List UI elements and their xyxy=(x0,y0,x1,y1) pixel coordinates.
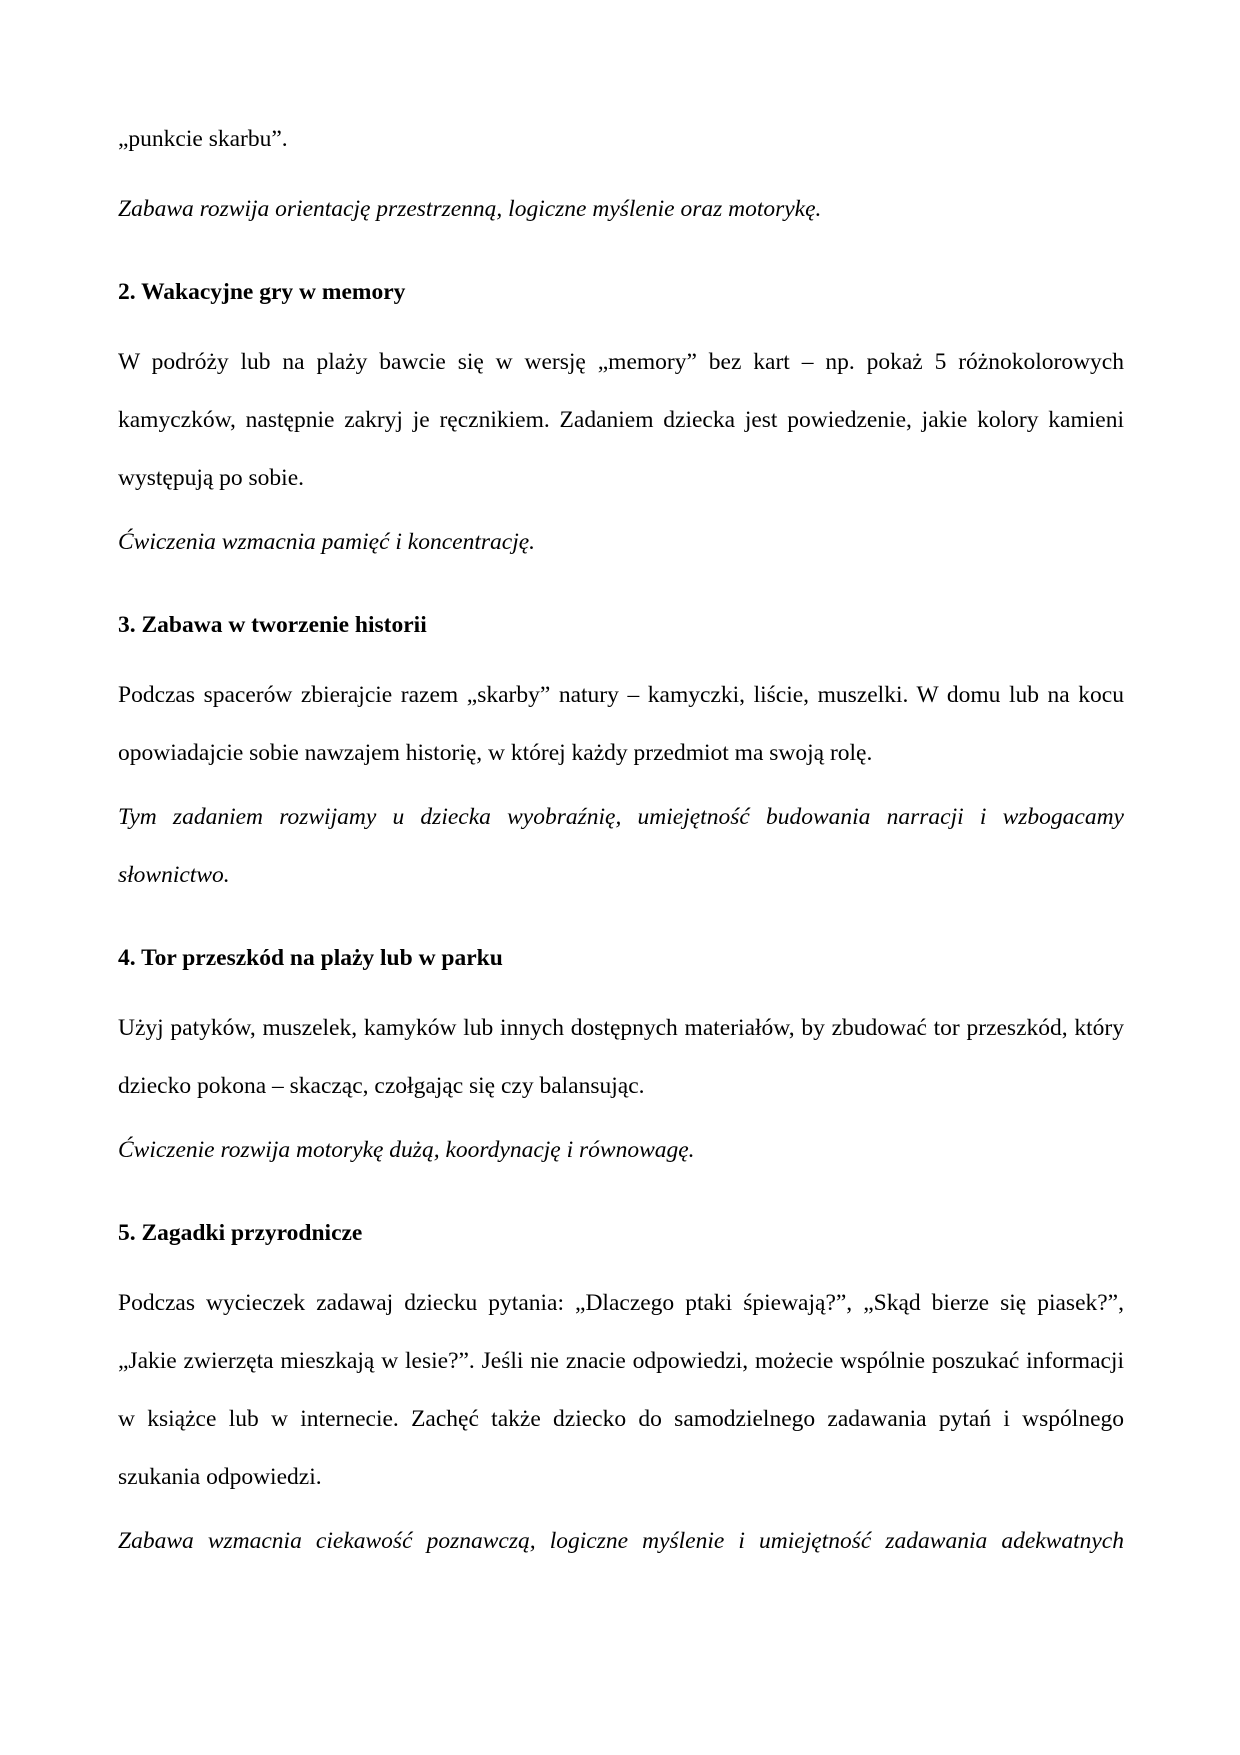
section-4-benefit: Ćwiczenie rozwija motorykę dużą, koordynację i równowagę. xyxy=(118,1137,695,1163)
section-5-body: Podczas wycieczek zadawaj dziecku pytania: „Dlaczego ptaki śpiewają?”, „Skąd bierze się piasek?”, „Jakie zwierzęta mieszkają w lesie?”. Jeśli nie znacie odpowiedzi, możecie wspólnie poszukać informacji w książce lub w internecie. Zachęć także dziecko do samodzielnego zadawania pytań i wspólnego szukania odpowiedzi. xyxy=(118,1290,1124,1490)
section-4-body: Użyj patyków, muszelek, kamyków lub innych dostępnych materiałów, by zbudować tor przeszkód, który dziecko pokona – skacząc, czołgając się czy balansując. xyxy=(118,1015,1124,1099)
section-3-heading: 3. Zabawa w tworzenie historii xyxy=(118,612,427,638)
section-5-heading: 5. Zagadki przyrodnicze xyxy=(118,1220,363,1246)
section-2-benefit: Ćwiczenia wzmacnia pamięć i koncentrację. xyxy=(118,529,536,555)
section-2-heading: 2. Wakacyjne gry w memory xyxy=(118,279,406,305)
section-2-body: W podróży lub na plaży bawcie się w wersję „memory” bez kart – np. pokaż 5 różnokolorowych kamyczków, następnie zakryj je ręcznikiem. Zadaniem dziecka jest powiedzenie, jakie kolory kamieni występują po sobie. xyxy=(118,349,1124,491)
section-3-benefit: Tym zadaniem rozwijamy u dziecka wyobraźnię, umiejętność budowania narracji i wzbogacamy słownictwo. xyxy=(118,804,1124,888)
section-4-heading: 4. Tor przeszkód na plaży lub w parku xyxy=(118,945,503,971)
intro-line: „punkcie skarbu”. xyxy=(118,126,288,152)
section-5-benefit: Zabawa wzmacnia ciekawość poznawczą, logiczne myślenie i umiejętność zadawania adekwatnych xyxy=(118,1528,1124,1554)
section-3-body: Podczas spacerów zbierajcie razem „skarby” natury – kamyczki, liście, muszelki. W domu lub na kocu opowiadajcie sobie nawzajem historię, w której każdy przedmiot ma swoją rolę. xyxy=(118,682,1124,766)
intro-benefit: Zabawa rozwija orientację przestrzenną, logiczne myślenie oraz motorykę. xyxy=(118,196,822,222)
document-page xyxy=(118,110,1124,1570)
